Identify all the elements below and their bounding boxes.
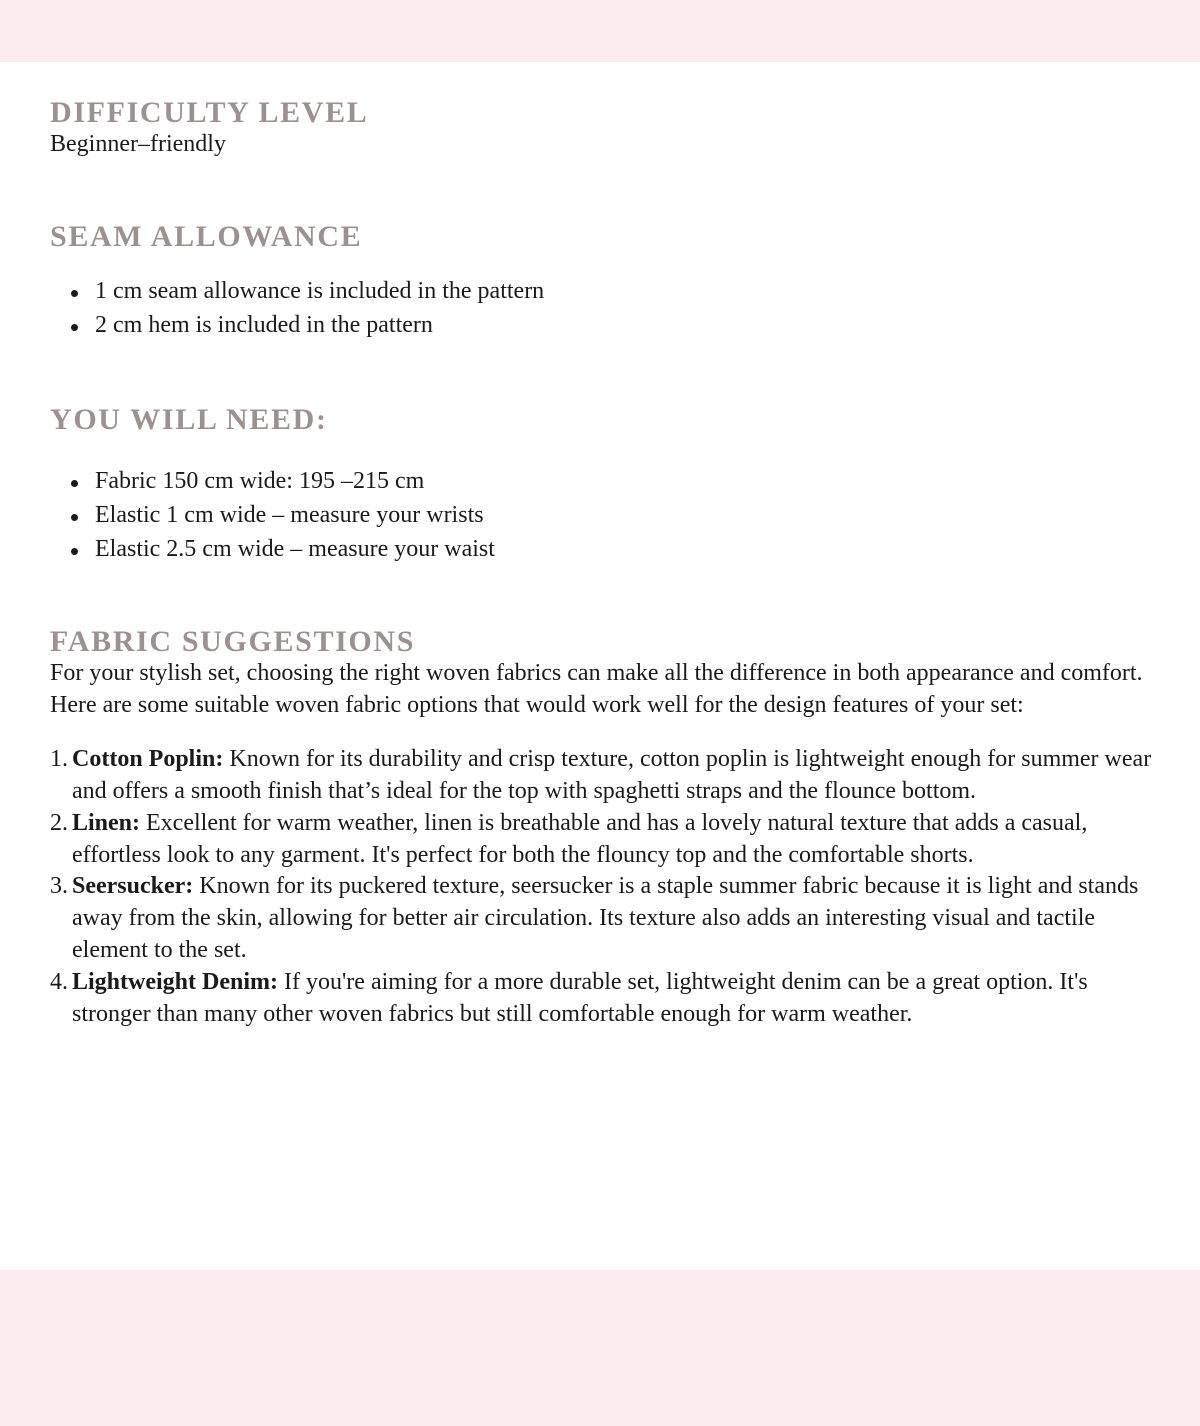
fabric-suggestions-list [50, 744, 1163, 1031]
fabric-description: Known for its durability and crisp texture, cotton poplin is lightweight enough for summer wear and offers a smooth finish that’s ideal for the top with spaghetti straps and the flounce bottom. [72, 745, 1152, 804]
fabric-name: Cotton Poplin: [72, 745, 224, 772]
list-item: 1 cm seam allowance is included in the pattern [50, 276, 1163, 308]
bottom-decorative-band [0, 1270, 1200, 1426]
list-item [50, 967, 1163, 1031]
list-item [50, 808, 1163, 872]
section-seam-allowance [50, 221, 1163, 341]
document-page [0, 97, 1200, 1031]
fabric-suggestions-intro: For your stylish set, choosing the right woven fabrics can make all the difference in both appearance and comfort. Here are some suitable woven fabric options that would work well for the design features of your set: [50, 660, 1143, 718]
list-item: Elastic 2.5 cm wide – measure your waist [50, 534, 1163, 566]
seam-allowance-heading: SEAM ALLOWANCE [50, 220, 363, 254]
list-item: Elastic 1 cm wide – measure your wrists [50, 500, 1163, 532]
list-item: Fabric 150 cm wide: 195 –215 cm [50, 466, 1163, 498]
top-decorative-band [0, 0, 1200, 62]
fabric-description: If you're aiming for a more durable set, lightweight denim can be a great option. It's stronger than many other woven fabrics but still comfortable enough for warm weather. [72, 969, 1088, 1028]
fabric-description: Excellent for warm weather, linen is breathable and has a lovely natural texture that adds a casual, effortless look to any garment. It's perfect for both the flouncy top and the comfortable shorts. [72, 809, 1088, 868]
you-will-need-heading: YOU WILL NEED: [50, 402, 328, 436]
difficulty-level-value: Beginner–friendly [50, 131, 226, 158]
seam-allowance-list [50, 276, 1163, 342]
fabric-name: Seersucker: [72, 873, 194, 900]
list-item: 2 cm hem is included in the pattern [50, 310, 1163, 342]
section-difficulty-level [50, 97, 1163, 161]
fabric-name: Linen: [72, 809, 141, 836]
section-you-will-need [50, 404, 1163, 566]
fabric-description: Known for its puckered texture, seersucker is a staple summer fabric because it is light and stands away from the skin, allowing for better air circulation. Its texture also adds an interesting visual and tactile element to the set. [72, 873, 1139, 964]
fabric-name: Lightweight Denim: [72, 969, 278, 996]
difficulty-level-heading: DIFFICULTY LEVEL [50, 96, 369, 129]
section-fabric-suggestions [50, 626, 1163, 1031]
you-will-need-list [50, 466, 1163, 566]
list-item [50, 871, 1163, 967]
list-item [50, 744, 1163, 808]
document-content [50, 97, 1163, 1031]
fabric-suggestions-heading: FABRIC SUGGESTIONS [50, 624, 416, 658]
